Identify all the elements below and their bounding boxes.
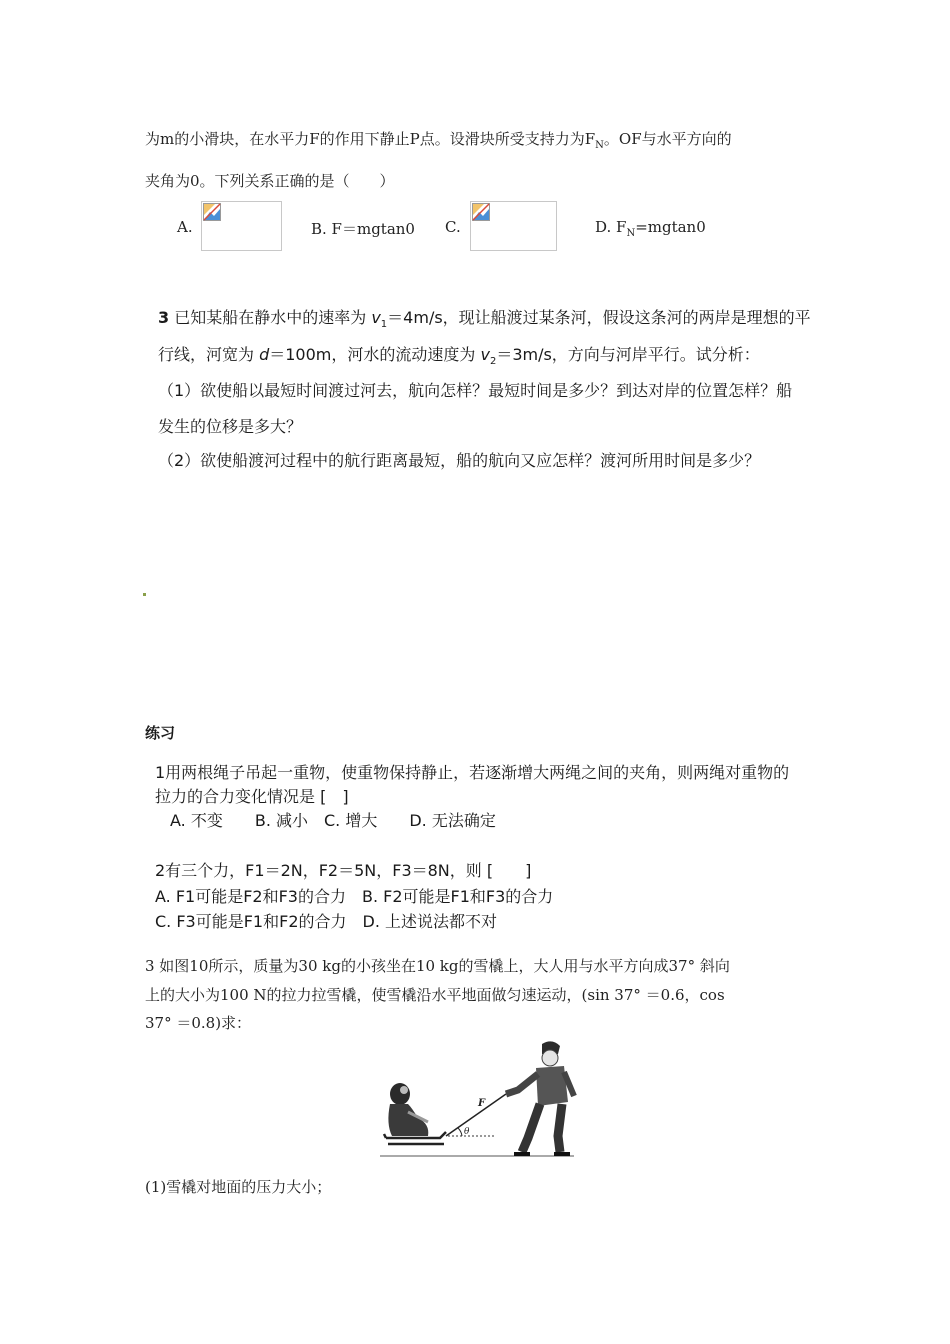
- q2-option-d: [595, 218, 706, 239]
- q2-option-c-image: [470, 201, 557, 251]
- practice-q2-line2: A. F1可能是F2和F3的合力 B. F2可能是F1和F3的合力: [155, 887, 554, 906]
- q2-option-a-label: A.: [177, 218, 193, 236]
- q2-option-a-image: [201, 201, 282, 251]
- q3-line5: （2）欲使船渡河过程中的航行距离最短，船的航向又应怎样？渡河所用时间是多少？: [158, 451, 761, 470]
- broken-image-icon: [472, 203, 490, 221]
- practice-heading: 练习: [145, 724, 176, 742]
- q3-line1: [158, 305, 811, 330]
- q3-number: 3: [158, 308, 170, 327]
- child-figure: [388, 1083, 428, 1136]
- q3-line2-vsub: 2: [489, 356, 497, 368]
- q2-option-d-sub: N: [626, 228, 636, 239]
- q3-line2-d: d: [259, 345, 270, 364]
- q2-option-d-post: =mgtan0: [635, 218, 706, 236]
- practice-q1-line2: 拉力的合力变化情况是 [ ]: [155, 787, 349, 806]
- q3-line1-vsub: 1: [380, 319, 388, 331]
- q2-line1-text: 为m的小滑块，在水平力F的作用下静止P点。设滑块所受支持力为F: [145, 130, 596, 148]
- q3-line1-v: v: [371, 308, 381, 327]
- practice-q1-options: A. 不变 B. 减小 C. 增大 D. 无法确定: [170, 811, 496, 830]
- q3-line4: 发生的位移是多大？: [158, 417, 303, 436]
- sled-figure: [378, 1038, 578, 1160]
- q2-line1-tail: 。OF与水平方向的: [603, 130, 732, 148]
- q3-line3: （1）欲使船以最短时间渡过河去，航向怎样？最短时间是多少？到达对岸的位置怎样？船: [158, 381, 793, 400]
- q2-line2: 夹角为0。下列关系正确的是（ ）: [145, 172, 395, 190]
- angle-arc: [458, 1128, 462, 1136]
- q3-line2: [158, 342, 760, 367]
- practice-q3-line1: 3 如图10所示，质量为30 kg的小孩坐在10 kg的雪橇上，大人用与水平方向成37° 斜向: [145, 957, 730, 975]
- q3-line2-c: ＝3m/s，方向与河岸平行。试分析：: [496, 345, 760, 364]
- q2-option-b: B. F＝mgtan0: [311, 220, 415, 238]
- practice-q3-line2: 上的大小为100 N的拉力拉雪橇，使雪橇沿水平地面做匀速运动，(sin 37° ＝0.6，cos: [145, 986, 725, 1004]
- practice-q2-line1: 2有三个力，F1＝2N，F2＝5N，F3＝8N，则 [ ]: [155, 861, 532, 880]
- q2-option-d-pre: D. F: [595, 218, 627, 236]
- broken-image-icon: [203, 203, 221, 221]
- practice-q3-sub1: (1)雪橇对地面的压力大小；: [145, 1178, 332, 1196]
- practice-q1-line1: 1用两根绳子吊起一重物，使重物保持静止，若逐渐增大两绳之间的夹角，则两绳对重物的: [155, 763, 790, 782]
- q3-line2-a: 行线，河宽为: [158, 345, 260, 364]
- angle-label-theta: θ: [464, 1127, 470, 1137]
- q3-line1-b: ＝4m/s，现让船渡过某条河，假设这条河的两岸是理想的平: [387, 308, 811, 327]
- q2-line1: [145, 128, 732, 151]
- q2-option-c-label: C.: [445, 218, 461, 236]
- q2-line1-sub: N: [595, 140, 604, 151]
- force-label-f: F: [478, 1098, 486, 1109]
- practice-q2-line3: C. F3可能是F1和F2的合力 D. 上述说法都不对: [155, 912, 497, 931]
- practice-q3-line3: 37° ＝0.8)求：: [145, 1014, 252, 1032]
- q3-line1-a: 已知某船在静水中的速率为: [169, 308, 372, 327]
- pull-rope: [446, 1094, 506, 1136]
- stray-mark: [143, 593, 146, 596]
- q3-line2-v: v: [480, 345, 490, 364]
- q3-line2-b: ＝100m，河水的流动速度为: [269, 345, 481, 364]
- adult-figure: [506, 1041, 574, 1154]
